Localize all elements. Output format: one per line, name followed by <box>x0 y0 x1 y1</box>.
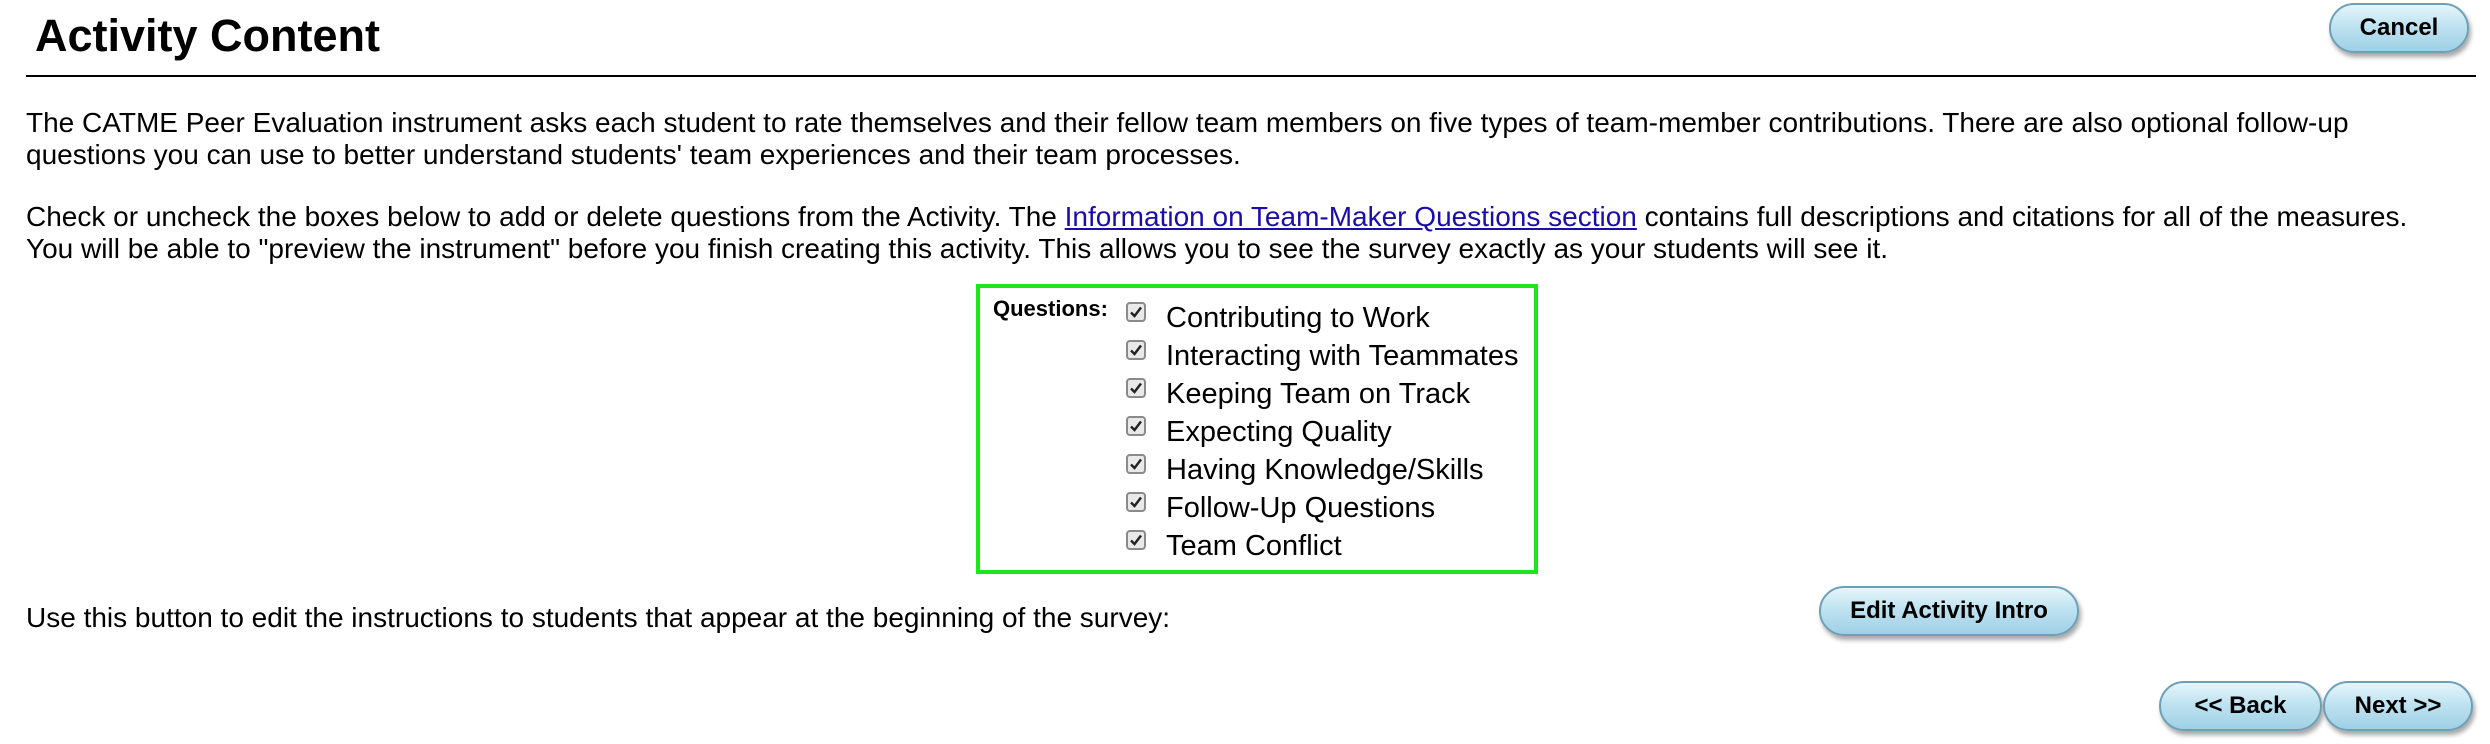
question-label: Interacting with Teammates <box>1166 340 1519 372</box>
questions-label: Questions: <box>993 296 1108 321</box>
edit-intro-instructions: Use this button to edit the instructions to students that appear at the beginning of the survey: <box>26 602 1171 633</box>
checkmark-icon <box>1128 304 1144 320</box>
questions-list <box>1126 299 1518 565</box>
title-divider <box>26 75 2476 77</box>
cancel-button[interactable]: Cancel <box>2329 3 2469 53</box>
questions-panel <box>976 284 1538 574</box>
next-button[interactable]: Next >> <box>2323 681 2473 731</box>
checkmark-icon <box>1128 532 1144 548</box>
question-item-keeping-track[interactable] <box>1126 375 1518 413</box>
question-item-knowledge-skills[interactable] <box>1126 451 1518 489</box>
question-item-expecting-quality[interactable] <box>1126 413 1518 451</box>
question-checkbox[interactable] <box>1126 416 1146 436</box>
checkmark-icon <box>1128 342 1144 358</box>
page-title: Activity Content <box>35 10 381 61</box>
question-item-team-conflict[interactable] <box>1126 527 1518 565</box>
question-label: Expecting Quality <box>1166 416 1392 448</box>
question-checkbox[interactable] <box>1126 340 1146 360</box>
question-label: Having Knowledge/Skills <box>1166 454 1484 486</box>
question-item-contributing[interactable] <box>1126 299 1518 337</box>
edit-activity-intro-button[interactable]: Edit Activity Intro <box>1819 586 2079 636</box>
question-label: Follow-Up Questions <box>1166 492 1436 524</box>
checkmark-icon <box>1128 380 1144 396</box>
intro-paragraph: The CATME Peer Evaluation instrument asks each student to rate themselves and their fellow team members on five types of team-member contributions. There are also optional follow-up questions you can use to better understand students' team experiences and their team processes. <box>26 107 2349 170</box>
question-label: Contributing to Work <box>1166 302 1430 334</box>
question-checkbox[interactable] <box>1126 454 1146 474</box>
question-checkbox[interactable] <box>1126 302 1146 322</box>
checkmark-icon <box>1128 494 1144 510</box>
question-checkbox[interactable] <box>1126 530 1146 550</box>
instructions-paragraph <box>26 201 2446 265</box>
instructions-text-end: contains full descriptions and citations for all of the measures. You will be able to "preview the instrument" before you finish creating this activity. This allows you to see the survey exactly as your students will see it. <box>26 201 2408 264</box>
team-maker-questions-link[interactable]: Information on Team-Maker Questions section <box>1064 201 1637 232</box>
question-item-follow-up[interactable] <box>1126 489 1518 527</box>
question-label: Team Conflict <box>1166 530 1342 562</box>
back-button[interactable]: << Back <box>2159 681 2322 731</box>
question-checkbox[interactable] <box>1126 378 1146 398</box>
question-checkbox[interactable] <box>1126 492 1146 512</box>
instructions-text-start: Check or uncheck the boxes below to add or delete questions from the Activity. The <box>26 201 1065 232</box>
checkmark-icon <box>1128 418 1144 434</box>
checkmark-icon <box>1128 456 1144 472</box>
question-item-interacting[interactable] <box>1126 337 1518 375</box>
question-label: Keeping Team on Track <box>1166 378 1471 410</box>
